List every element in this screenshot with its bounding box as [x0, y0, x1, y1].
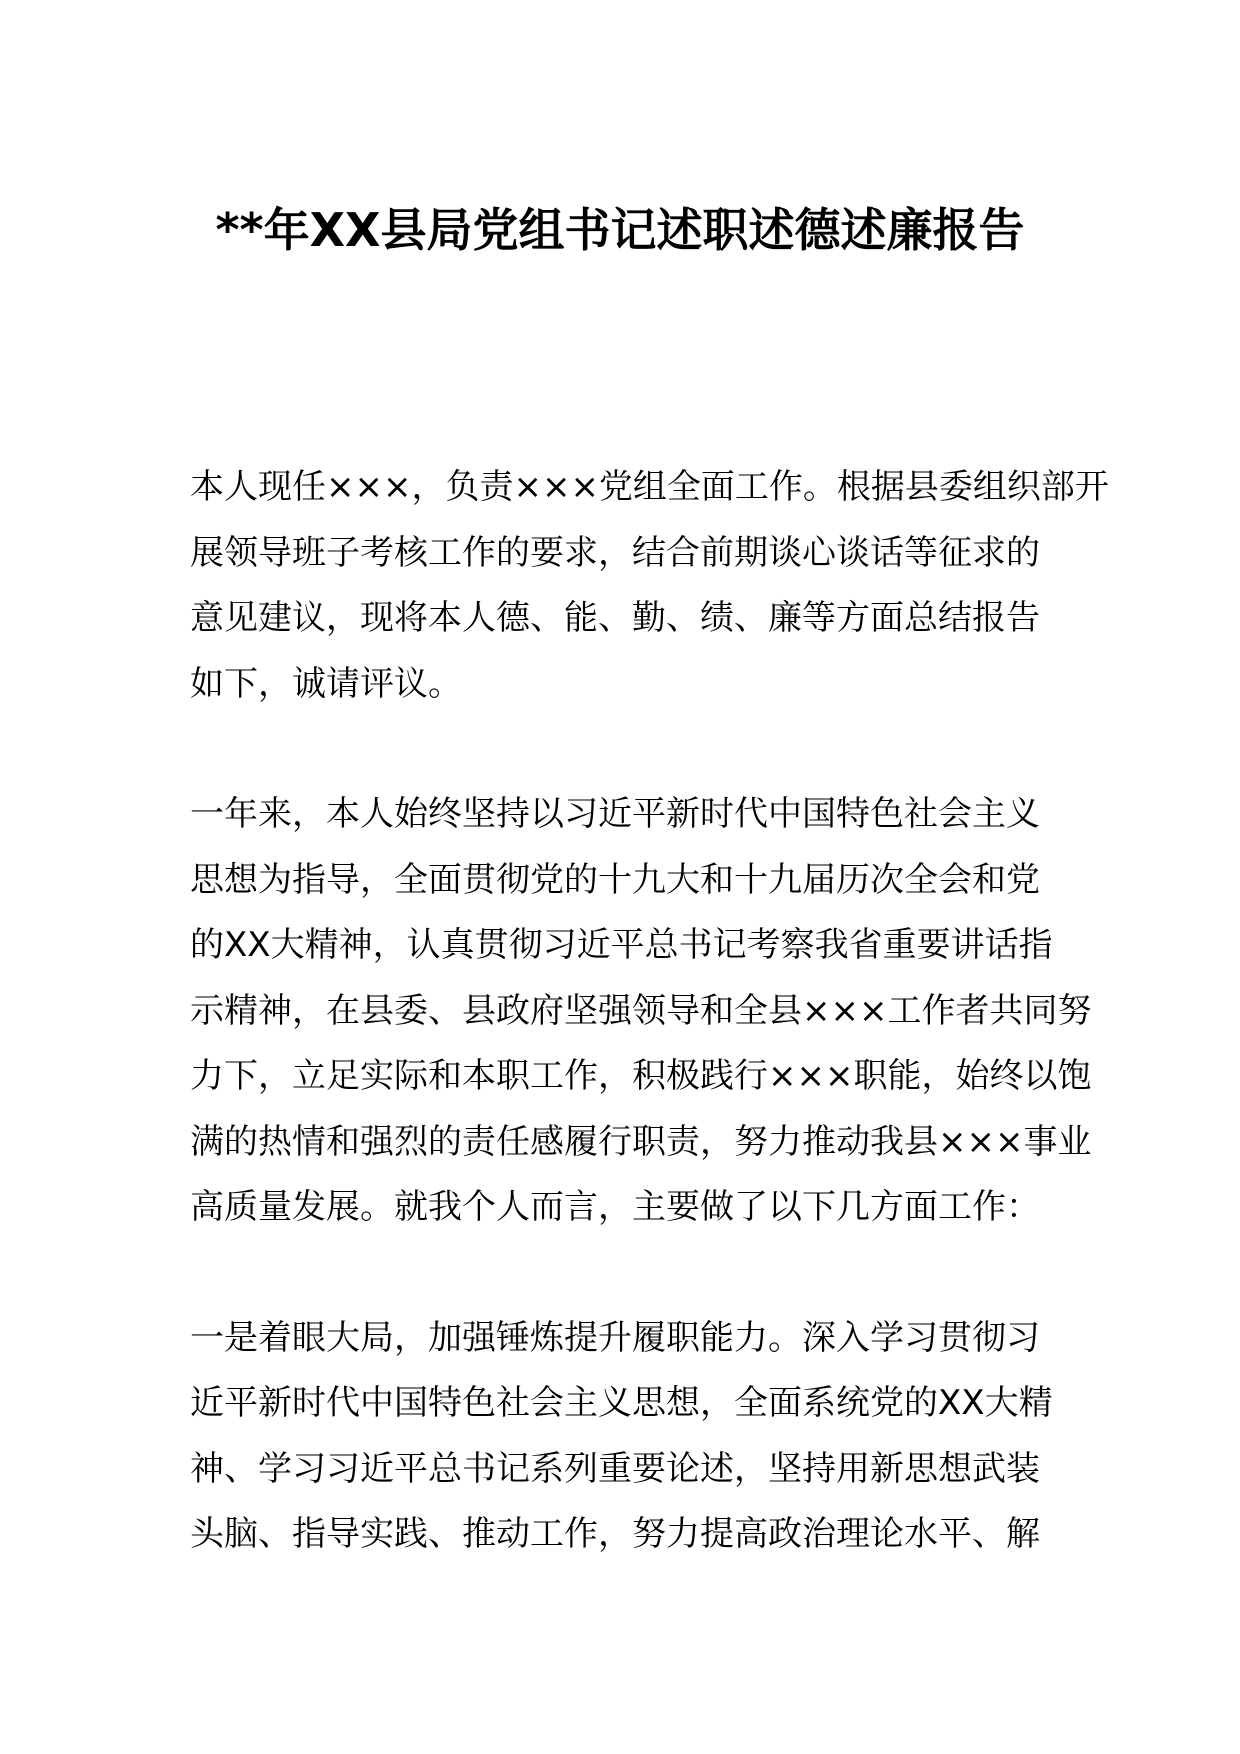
paragraph-intro [190, 455, 1109, 717]
document-body [190, 455, 1109, 1633]
paragraph-point-one [190, 1306, 1060, 1568]
text-line: 近平新时代中国特色社会主义思想，全面系统党的XX大精 [190, 1383, 1053, 1423]
text-line: 满的热情和强烈的责任感履行职责，努力推动我县×××事业 [190, 1121, 1092, 1162]
document-title: **年XX县局党组书记述职述德述廉报告 [215, 203, 1025, 257]
text-line: 一是着眼大局，加强锤炼提升履职能力。深入学习贯彻习 [190, 1317, 1040, 1358]
text-line: 神、学习习近平总书记系列重要论述，坚持用新思想武装 [190, 1448, 1040, 1489]
text-line: 的XX大精神，认真贯彻习近平总书记考察我省重要讲话指 [190, 925, 1053, 965]
paragraph-overview [190, 782, 1092, 1241]
text-line: 头脑、指导实践、推动工作，努力提高政治理论水平、解 [190, 1514, 1040, 1554]
text-line: 一年来，本人始终坚持以习近平新时代中国特色社会主义 [190, 794, 1040, 834]
text-line: 高质量发展。就我个人而言，主要做了以下几方面工作： [190, 1187, 1040, 1227]
text-line: 力下，立足实际和本职工作，积极践行×××职能，始终以饱 [190, 1056, 1092, 1096]
text-line: 如下，诚请评议。 [190, 663, 462, 704]
text-line: 示精神，在县委、县政府坚强领导和全县×××工作者共同努 [190, 990, 1092, 1031]
text-line: 思想为指导，全面贯彻党的十九大和十九届历次全会和党 [190, 859, 1040, 900]
text-line: 本人现任×××，负责×××党组全面工作。根据县委组织部开 [190, 467, 1109, 507]
text-line: 意见建议，现将本人德、能、勤、绩、廉等方面总结报告 [190, 598, 1040, 638]
text-line: 展领导班子考核工作的要求，结合前期谈心谈话等征求的 [190, 532, 1040, 573]
